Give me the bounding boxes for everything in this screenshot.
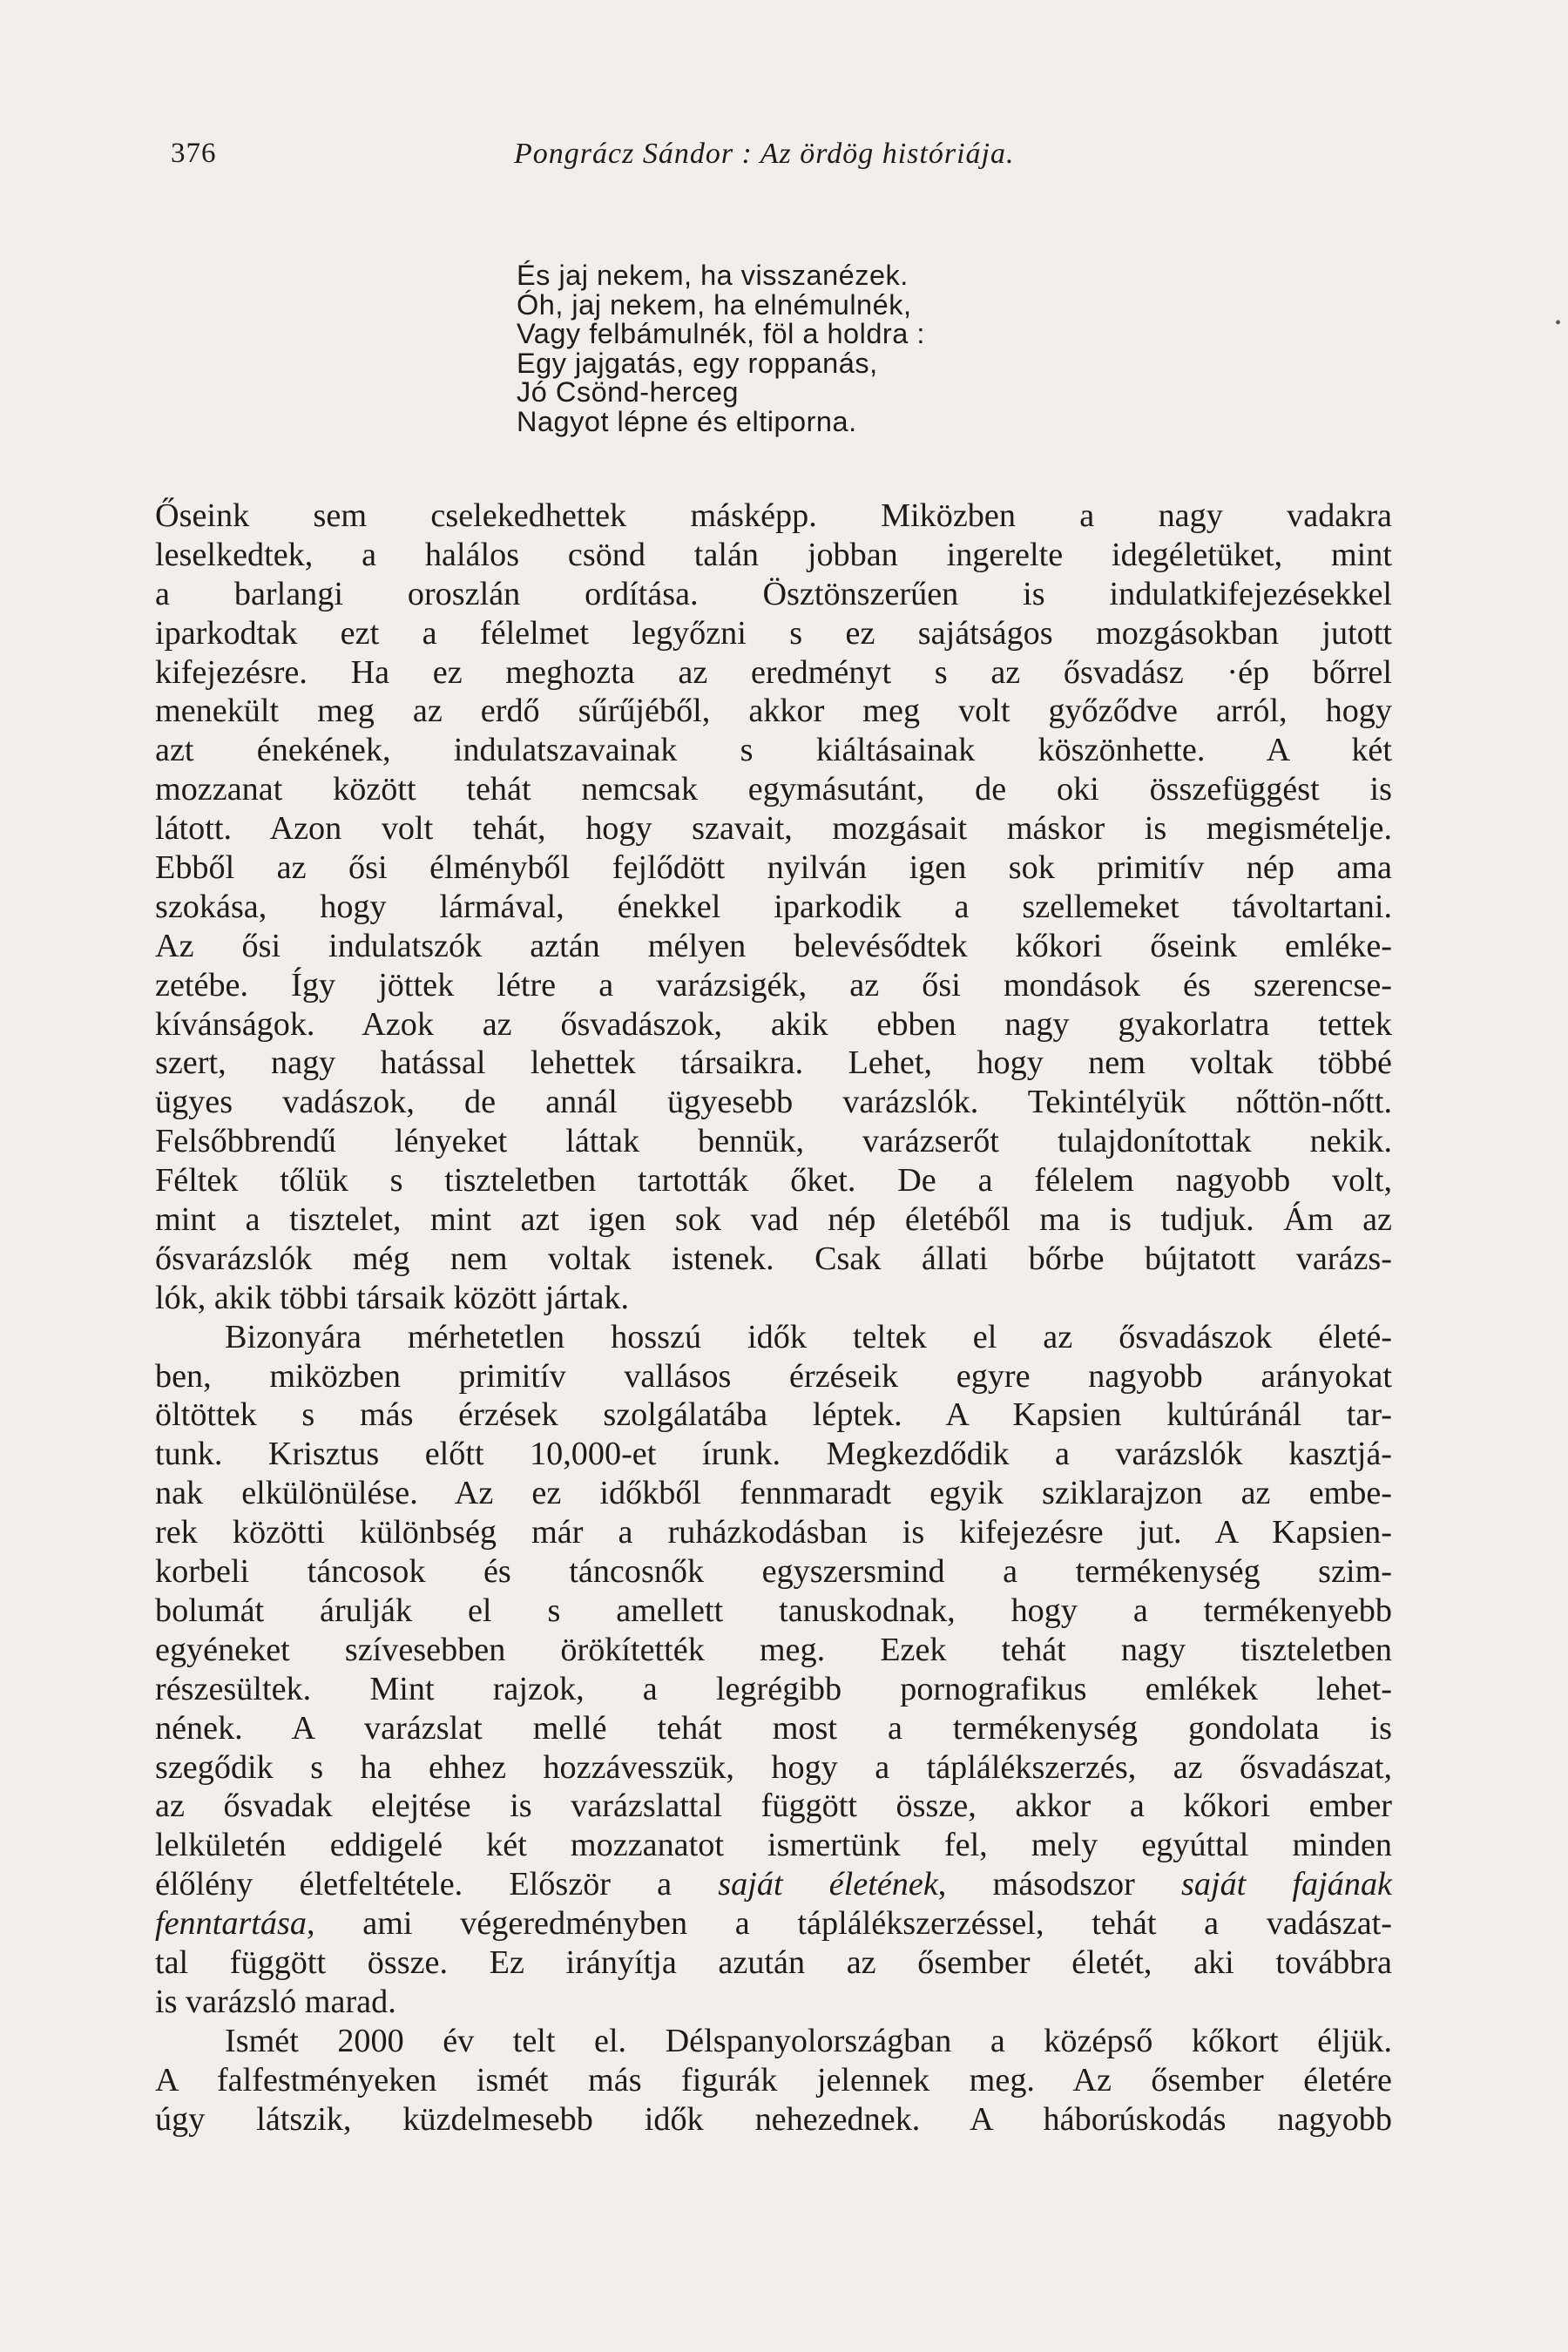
text-line: szert, nagy hatással lehettek társaikra. Lehet, hogy nem voltak többé [155,1044,1392,1082]
text-line: menekült meg az erdő sűrűjéből, akkor meg volt győződve arról, hogy [155,693,1392,730]
text-line: leselkedtek, a halálos csönd talán jobban ingerelte idegéletüket, mint [155,536,1392,573]
text-line: rek közötti különbség már a ruházkodásban is kifejezésre jut. A Kapsien- [155,1514,1392,1551]
text-segment: élőlény életfeltétele. Először a [155,1866,672,1903]
text-line: nének. A varázslat mellé tehát most a termékenység gondolata is [155,1709,1392,1747]
text-line: kívánságok. Azok az ősvadászok, akik ebben nagy gyakorlatra tettek [155,1005,1392,1043]
text-line: iparkodtak ezt a félelmet legyőzni s ez sajátságos mozgásokban jutott [155,614,1392,652]
paper-speck: • [1555,314,1562,333]
text-line: a barlangi oroszlán ordítása. Ösztönszerűen is indulatkifejezésekkel [155,575,1392,612]
text-line: lelkületén eddigelé két mozzanatot ismertünk fel, mely egyúttal minden [155,1827,1392,1864]
text-line-mixed [155,1904,1392,1943]
text-line: részesültek. Mint rajzok, a legrégibb pornografikus emlékek lehet- [155,1670,1392,1707]
poem-line: Egy jajgatás, egy roppanás, [517,347,878,379]
text-line: Féltek tőlük s tiszteletben tartották őket. De a félelem nagyobb volt, [155,1162,1392,1200]
poem-line: Nagyot lépne és eltiporna. [517,405,857,437]
text-line: Ebből az ősi élményből fejlődött nyilván igen sok primitív nép ama [155,849,1392,887]
text-line: bolumát árulják el s amellett tanuskodnak, hogy a termékenyebb [155,1592,1392,1629]
text-line: mint a tisztelet, mint azt igen sok vad nép életéből ma is tudjuk. Ám az [155,1201,1392,1239]
text-segment: , másodszor [937,1866,1135,1903]
text-line: Felsőbbrendű lényeket láttak bennük, varázserőt tulajdonítottak nekik. [155,1123,1392,1160]
text-line: úgy látszik, küzdelmesebb idők nehezednek. A háborúskodás nagyobb [155,2100,1392,2138]
text-line: Az ősi indulatszók aztán mélyen belevésődtek kőkori őseink emléke- [155,927,1392,964]
page-number: 376 [171,138,217,169]
running-title: Pongrácz Sándor : Az ördög históriája. [514,138,1015,170]
text-line: zetébe. Így jöttek létre a varázsigék, az ősi mondások és szerencse- [155,966,1392,1004]
text-line: is varázsló marad. [155,1983,396,2020]
text-line: kifejezésre. Ha ez meghozta az eredményt s az ősvadász ·ép bőrrel [155,653,1392,691]
text-line: szokása, hogy lármával, énekkel iparkodik a szellemeket távoltartani. [155,888,1392,925]
poem-line: Vagy felbámulnék, föl a holdra : [517,318,925,349]
text-line: szegődik s ha ehhez hozzávesszük, hogy a táplálékszerzés, az ősvadászat, [155,1748,1392,1786]
text-line: korbeli táncosok és táncosnők egyszersmind a termékenység szim- [155,1553,1392,1591]
poem-line: És jaj nekem, ha visszanézek. [517,260,909,291]
text-line: nak elkülönülése. Az ez időkből fennmaradt egyik sziklarajzon az embe- [155,1475,1392,1512]
body-text [155,497,1392,2139]
text-line: tunk. Krisztus előtt 10,000-et írunk. Megkezdődik a varázslók kasztjá- [155,1436,1392,1473]
text-line: Őseink sem cselekedhettek másképp. Miközben a nagy vadakra [155,497,1392,534]
text-line: lók, akik többi társaik között jártak. [155,1279,630,1316]
text-line: Ismét 2000 év telt el. Délspanyolországban a középső kőkort éljük. [225,2022,1392,2059]
poem-line: Óh, jaj nekem, ha elnémulnék, [517,288,912,321]
text-line: az ősvadak elejtése is varázslattal függött össze, akkor a kőkori ember [155,1788,1392,1825]
text-line: A falfestményeken ismét más figurák jelennek meg. Az ősember életére [155,2061,1392,2099]
text-line: ügyes vadászok, de annál ügyesebb varázslók. Tekintélyük nőttön-nőtt. [155,1084,1392,1121]
text-line: látott. Azon volt tehát, hogy szavait, mozgásait máskor is megismételje. [155,810,1392,848]
text-line-mixed [155,1865,1392,1904]
text-line: ben, miközben primitív vallásos érzéseik egyre nagyobb arányokat [155,1357,1392,1395]
text-line: egyéneket szívesebben örökítették meg. Ezek tehát nagy tiszteletben [155,1631,1392,1668]
text-line: Bizonyára mérhetetlen hosszú idők teltek el az ősvadászok életé- [225,1318,1392,1355]
text-line: ősvarázslók még nem voltak istenek. Csak állati bőrbe bújtatott varázs- [155,1240,1392,1277]
poem-stanza [517,261,925,436]
italic-phrase: saját fajának [1181,1866,1392,1903]
text-line: öltöttek s más érzések szolgálatába léptek. A Kapsien kultúránál tar- [155,1396,1392,1434]
text-line: tal függött össze. Ez irányítja azután az ősember életét, aki továbbra [155,1943,1392,1981]
italic-phrase: saját életének [718,1866,938,1903]
text-line: azt énekének, indulatszavainak s kiáltásainak köszönhette. A két [155,732,1392,769]
text-line: mozzanat között tehát nemcsak egymásutánt, de oki összefüggést is [155,771,1392,808]
text-segment: , ami végeredményben a táplálékszerzéssel, tehát a vadászat- [306,1905,1392,1943]
italic-phrase: fenntartása [155,1905,307,1943]
page-header [0,138,1568,181]
poem-line: Jó Csönd-herceg [517,376,739,408]
